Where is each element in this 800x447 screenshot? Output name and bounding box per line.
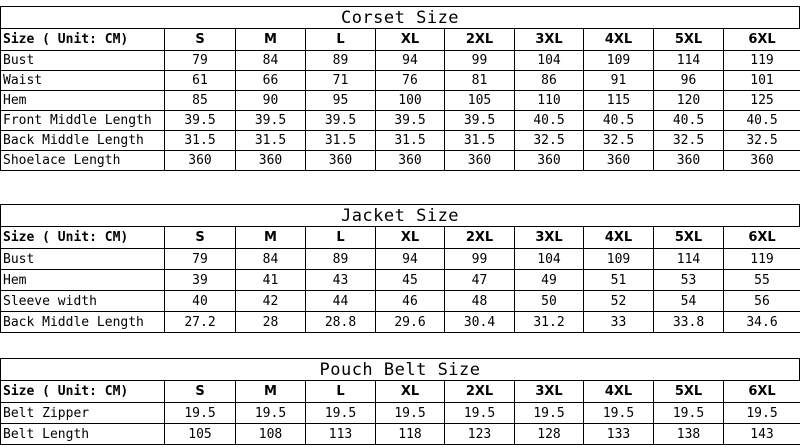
measurement-value: 360 [236,151,306,171]
measurement-label: Waist [1,71,165,91]
measurement-value: 39.5 [165,111,236,131]
measurement-value: 41 [236,270,306,291]
measurement-value: 30.4 [445,312,515,333]
measurement-value: 32.5 [724,131,800,151]
measurement-value: 49 [515,270,584,291]
jacket-size-title: Jacket Size [0,204,800,226]
size-header-row [1,29,800,51]
measurement-value: 61 [165,71,236,91]
size-unit-header: Size ( Unit: CM) [1,381,165,403]
measurement-value: 100 [376,91,445,111]
measurement-value: 45 [376,270,445,291]
measurement-value: 84 [236,51,306,71]
measurement-value: 53 [654,270,724,291]
measurement-value: 115 [584,91,654,111]
measurement-value: 105 [165,424,236,445]
measurement-value: 110 [515,91,584,111]
measurement-value: 39.5 [376,111,445,131]
measurement-value: 39 [165,270,236,291]
measurement-value: 31.5 [376,131,445,151]
measurement-value: 89 [306,51,376,71]
measurement-value: 32.5 [515,131,584,151]
size-unit-header: Size ( Unit: CM) [1,29,165,51]
measurement-value: 79 [165,249,236,270]
measurement-value: 34.6 [724,312,800,333]
measurement-value: 104 [515,51,584,71]
measurement-value: 94 [376,51,445,71]
pouch-belt-size-title: Pouch Belt Size [0,358,800,380]
size-header-cell: S [165,227,236,249]
measurement-value: 19.5 [376,403,445,424]
measurement-value: 360 [515,151,584,171]
table-row [1,424,800,445]
measurement-value: 40 [165,291,236,312]
measurement-value: 33.8 [654,312,724,333]
measurement-label: Bust [1,51,165,71]
measurement-value: 31.5 [236,131,306,151]
table-row [1,111,800,131]
size-header-cell: 3XL [515,29,584,51]
measurement-value: 91 [584,71,654,91]
measurement-value: 108 [236,424,306,445]
size-header-cell: XL [376,29,445,51]
measurement-label: Back Middle Length [1,312,165,333]
measurement-value: 28 [236,312,306,333]
measurement-label: Shoelace Length [1,151,165,171]
size-header-cell: 6XL [724,29,800,51]
measurement-value: 96 [654,71,724,91]
measurement-value: 86 [515,71,584,91]
corset-size-section [0,6,800,171]
table-row [1,291,800,312]
measurement-value: 40.5 [654,111,724,131]
size-header-cell: 6XL [724,227,800,249]
measurement-value: 120 [654,91,724,111]
measurement-value: 138 [654,424,724,445]
measurement-value: 125 [724,91,800,111]
corset-size-title: Corset Size [0,6,800,28]
table-row [1,270,800,291]
measurement-value: 84 [236,249,306,270]
measurement-value: 31.2 [515,312,584,333]
size-header-cell: 5XL [654,227,724,249]
measurement-value: 94 [376,249,445,270]
measurement-label: Sleeve width [1,291,165,312]
measurement-value: 32.5 [584,131,654,151]
size-header-cell: L [306,29,376,51]
measurement-value: 39.5 [445,111,515,131]
measurement-value: 47 [445,270,515,291]
measurement-value: 109 [584,249,654,270]
measurement-value: 50 [515,291,584,312]
measurement-value: 85 [165,91,236,111]
measurement-value: 71 [306,71,376,91]
measurement-value: 123 [445,424,515,445]
size-header-cell: 5XL [654,29,724,51]
measurement-value: 99 [445,249,515,270]
measurement-value: 128 [515,424,584,445]
measurement-value: 360 [165,151,236,171]
measurement-value: 55 [724,270,800,291]
table-row [1,91,800,111]
jacket-size-table [0,226,800,333]
measurement-label: Bust [1,249,165,270]
measurement-value: 90 [236,91,306,111]
measurement-value: 81 [445,71,515,91]
size-header-cell: 5XL [654,381,724,403]
measurement-value: 19.5 [445,403,515,424]
measurement-value: 101 [724,71,800,91]
table-row [1,51,800,71]
size-header-cell: S [165,29,236,51]
measurement-value: 32.5 [654,131,724,151]
measurement-value: 54 [654,291,724,312]
measurement-label: Back Middle Length [1,131,165,151]
size-header-cell: M [236,381,306,403]
measurement-value: 19.5 [515,403,584,424]
measurement-value: 66 [236,71,306,91]
measurement-value: 360 [584,151,654,171]
measurement-value: 99 [445,51,515,71]
size-header-row [1,381,800,403]
size-header-cell: 2XL [445,227,515,249]
measurement-value: 113 [306,424,376,445]
corset-size-table [0,28,800,171]
measurement-value: 46 [376,291,445,312]
table-row [1,249,800,270]
measurement-value: 44 [306,291,376,312]
measurement-value: 42 [236,291,306,312]
measurement-value: 143 [724,424,800,445]
table-row [1,71,800,91]
table-row [1,131,800,151]
size-header-cell: M [236,29,306,51]
measurement-value: 52 [584,291,654,312]
size-header-cell: S [165,381,236,403]
measurement-value: 39.5 [236,111,306,131]
table-row [1,151,800,171]
measurement-value: 43 [306,270,376,291]
measurement-value: 19.5 [654,403,724,424]
measurement-value: 360 [306,151,376,171]
measurement-value: 56 [724,291,800,312]
size-header-cell: 4XL [584,29,654,51]
size-header-cell: XL [376,381,445,403]
measurement-value: 118 [376,424,445,445]
measurement-value: 40.5 [515,111,584,131]
measurement-value: 360 [654,151,724,171]
measurement-value: 360 [445,151,515,171]
measurement-value: 360 [724,151,800,171]
measurement-value: 89 [306,249,376,270]
measurement-value: 40.5 [584,111,654,131]
size-header-cell: 3XL [515,227,584,249]
measurement-value: 114 [654,249,724,270]
size-header-cell: 6XL [724,381,800,403]
measurement-value: 28.8 [306,312,376,333]
size-header-row [1,227,800,249]
size-unit-header: Size ( Unit: CM) [1,227,165,249]
size-header-cell: M [236,227,306,249]
measurement-value: 114 [654,51,724,71]
measurement-label: Belt Zipper [1,403,165,424]
measurement-value: 31.5 [165,131,236,151]
table-row [1,403,800,424]
measurement-value: 119 [724,249,800,270]
measurement-value: 104 [515,249,584,270]
measurement-value: 109 [584,51,654,71]
size-header-cell: 2XL [445,29,515,51]
size-header-cell: 2XL [445,381,515,403]
size-header-cell: XL [376,227,445,249]
measurement-value: 19.5 [236,403,306,424]
pouch-belt-size-table [0,380,800,445]
measurement-value: 19.5 [165,403,236,424]
measurement-value: 31.5 [306,131,376,151]
measurement-value: 33 [584,312,654,333]
measurement-label: Hem [1,270,165,291]
measurement-value: 95 [306,91,376,111]
pouch-belt-size-section [0,358,800,445]
measurement-label: Belt Length [1,424,165,445]
jacket-size-section [0,204,800,333]
measurement-value: 79 [165,51,236,71]
measurement-value: 76 [376,71,445,91]
measurement-value: 119 [724,51,800,71]
measurement-value: 40.5 [724,111,800,131]
measurement-value: 133 [584,424,654,445]
measurement-value: 31.5 [445,131,515,151]
measurement-value: 19.5 [724,403,800,424]
measurement-value: 360 [376,151,445,171]
measurement-value: 51 [584,270,654,291]
measurement-label: Front Middle Length [1,111,165,131]
measurement-value: 48 [445,291,515,312]
measurement-value: 39.5 [306,111,376,131]
size-header-cell: 3XL [515,381,584,403]
size-header-cell: 4XL [584,227,654,249]
measurement-value: 19.5 [584,403,654,424]
measurement-value: 27.2 [165,312,236,333]
size-header-cell: L [306,381,376,403]
measurement-value: 19.5 [306,403,376,424]
size-header-cell: L [306,227,376,249]
measurement-value: 105 [445,91,515,111]
table-row [1,312,800,333]
size-header-cell: 4XL [584,381,654,403]
measurement-label: Hem [1,91,165,111]
measurement-value: 29.6 [376,312,445,333]
